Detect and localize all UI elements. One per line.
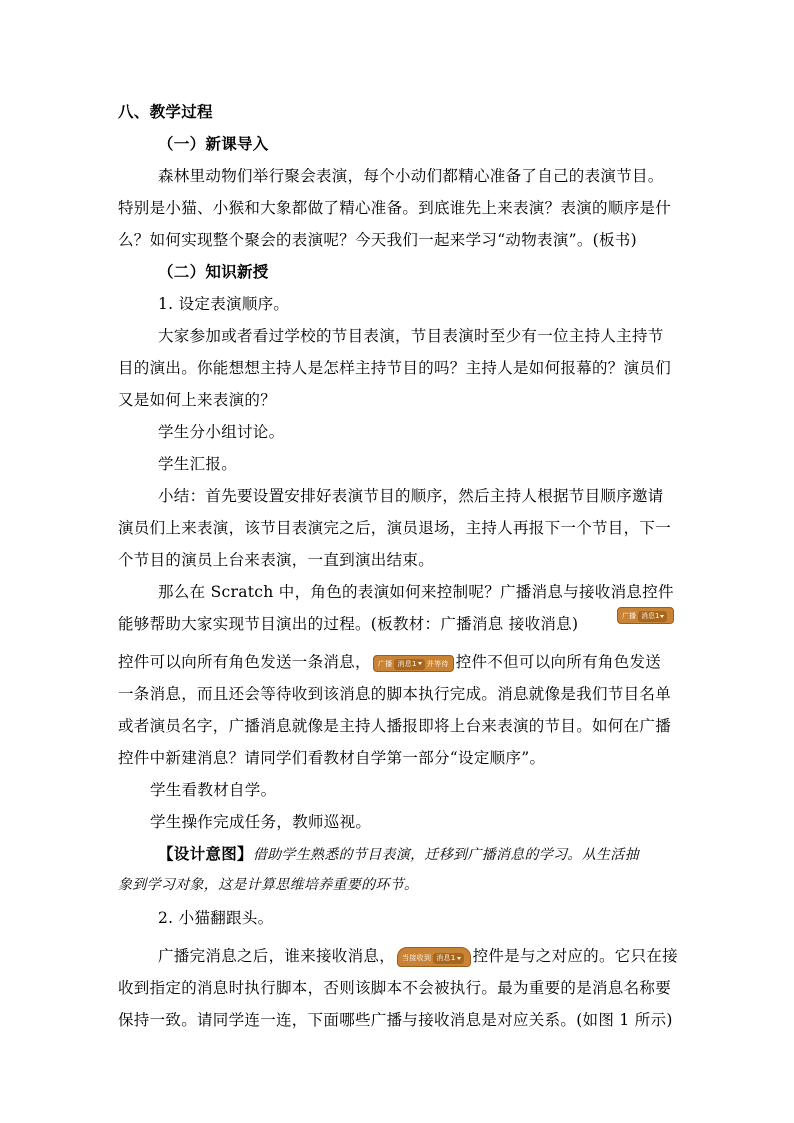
paragraph-line: 小结：首先要设置安排好表演节目的顺序，然后主持人根据节目顺序邀请 [158,487,664,505]
paragraph-line: 保持一致。请同学连一连，下面哪些广播与接收消息是对应关系。(如图 1 所示) [118,1011,673,1029]
list-item-2: 2. 小猫翻跟头。 [158,909,274,927]
dropdown-arrow-icon [457,957,461,960]
paragraph-line: 学生汇报。 [158,455,238,473]
broadcast-label: 广播 [377,659,393,668]
paragraph-line: 学生看教材自学。 [150,781,277,799]
paragraph-line: 森林里动物们举行聚会表演，每个小动们都精心准备了自己的表演节目。 [158,167,664,185]
paragraph-line [118,612,578,634]
paragraph-line: 么？如何实现整个聚会的表演呢？今天我们一起来学习“动物表演”。(板书) [118,231,637,249]
design-intent-line: 象到学习对象，这是计算思维培养重要的环节。 [118,877,419,893]
message-slot [638,611,667,622]
broadcast-block [617,607,674,624]
dropdown-arrow-icon [418,662,422,665]
paragraph-line: 特别是小猫、小猴和大象都做了精心准备。到底谁先上来表演？表演的顺序是什 [118,199,672,217]
paragraph-line: 或者演员名字，广播消息就像是主持人播报即将上台来表演的节目。如何在广播 [118,717,672,735]
dropdown-arrow-icon [660,615,664,618]
design-intent-line [158,842,639,864]
paragraph-line [158,944,678,967]
broadcast-label: 广播 [622,612,636,620]
design-intent-text: 借助学生熟悉的节目表演，迁移到广播消息的学习。从生活抽 [252,847,639,863]
paragraph-line: 大家参加或者看过学校的节目表演，节目表演时至少有一位主持人主持节 [158,327,664,345]
broadcast-and-wait-block [373,655,454,672]
list-item-1: 1. 设定表演顺序。 [158,295,290,313]
message-name: 消息1 [436,954,456,962]
paragraph-text: 控件不但可以向所有角色发送 [455,653,662,671]
receive-label: 当接收到 [402,954,432,962]
paragraph-line: 一条消息，而且还会等待收到该消息的脚本执行完成。消息就像是我们节目名单 [118,685,672,703]
paragraph-line: 那么在 Scratch 中，角色的表演如何来控制呢？广播消息与接收消息控件 [158,583,674,601]
when-receive-block [397,947,471,967]
paragraph-line [118,650,661,672]
paragraph-line: 目的演出。你能想想主持人是怎样主持节目的吗？主持人是如何报幕的？演员们 [118,359,672,377]
section-title: 八、教学过程 [118,102,213,121]
paragraph-line: 收到指定的消息时执行脚本，否则该脚本不会被执行。最为重要的是消息名称要 [118,979,672,997]
paragraph-text: 广播完消息之后，谁来接收消息， [158,947,396,965]
wait-label: 并等待 [426,659,449,668]
message-slot [394,659,424,670]
paragraph-line: 又是如何上来表演的？ [118,391,277,409]
message-slot [433,953,463,964]
message-name: 消息1 [397,659,417,668]
paragraph-line: 学生分小组讨论。 [158,423,285,441]
design-intent-label: 【设计意图】 [158,844,253,863]
paragraph-line: 演员们上来表演，该节目表演完之后，演员退场，主持人再报下一个节目，下一 [118,519,672,537]
paragraph-line: 个节目的演员上台来表演，一直到演出结束。 [118,551,435,569]
message-name: 消息1 [641,612,660,620]
sub-heading-new-knowledge: （二）知识新授 [158,262,269,281]
paragraph-line: 控件中新建消息？请同学们看教材自学第一部分“设定顺序”。 [118,749,546,767]
sub-heading-intro: （一）新课导入 [158,134,269,153]
paragraph-text: 能够帮助大家实现节目演出的过程。(板教材：广播消息 接收消息) [118,615,579,633]
paragraph-text: 控件是与之对应的。它只在接 [472,947,678,965]
paragraph-text: 控件可以向所有角色发送一条消息， [118,653,371,671]
paragraph-line: 学生操作完成任务，教师巡视。 [150,813,372,831]
